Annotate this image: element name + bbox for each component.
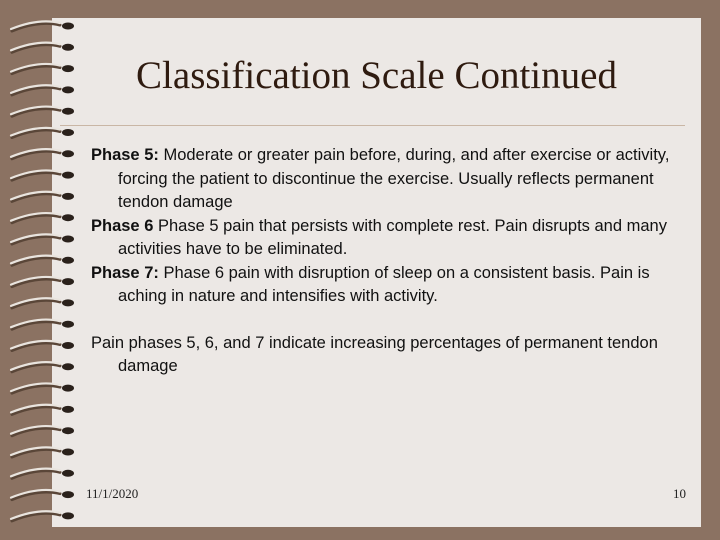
binding-ring [11,298,74,308]
binding-ring [11,320,74,330]
binding-ring [11,256,74,266]
binding-ring [11,426,74,436]
binding-ring [11,277,74,287]
binding-ring [11,107,74,117]
binding-ring [11,128,74,138]
phase-6-text: Phase 5 pain that persists with complete rest. Pain disrupts and many activities have to be eliminated. [118,216,667,258]
summary-paragraph: Pain phases 5, 6, and 7 indicate increasing percentages of permanent tendon damage [91,333,658,375]
phase-5-label: Phase 5: [91,146,159,164]
phase-6-paragraph [91,215,691,262]
page-number: 10 [673,486,686,501]
phase-7-paragraph [91,262,691,309]
binding-ring [11,234,74,244]
phase-7-label: Phase 7: [91,263,159,282]
binding-ring [11,405,74,415]
title-divider [60,125,685,126]
binding-ring [11,447,74,457]
binding-ring [11,511,74,521]
binding-ring [11,213,74,223]
footer-date: 11/1/2020 [86,486,139,501]
phase-5-paragraph [91,144,691,215]
phase-6-label: Phase 6 [91,216,154,235]
binding-ring [11,469,74,479]
binding-ring [11,490,74,500]
binding-ring [11,170,74,180]
phase-7-text: Phase 6 pain with disruption of sleep on a consistent basis. Pain is aching in nature and intensifies with activity. [118,263,650,305]
slide-title: Classification Scale Continued [136,54,617,97]
binding-ring [11,149,74,159]
binding-ring [11,383,74,393]
binding-ring [11,341,74,351]
binding-ring [11,21,74,31]
slide-body [91,144,691,379]
binding-ring [11,192,74,202]
phase-5-text: Moderate or greater pain before, during, and after exercise or activity, forcing the patient to discontinue the exercise. Usually reflects permanent tendon damage [118,146,670,211]
binding-ring [11,362,74,372]
